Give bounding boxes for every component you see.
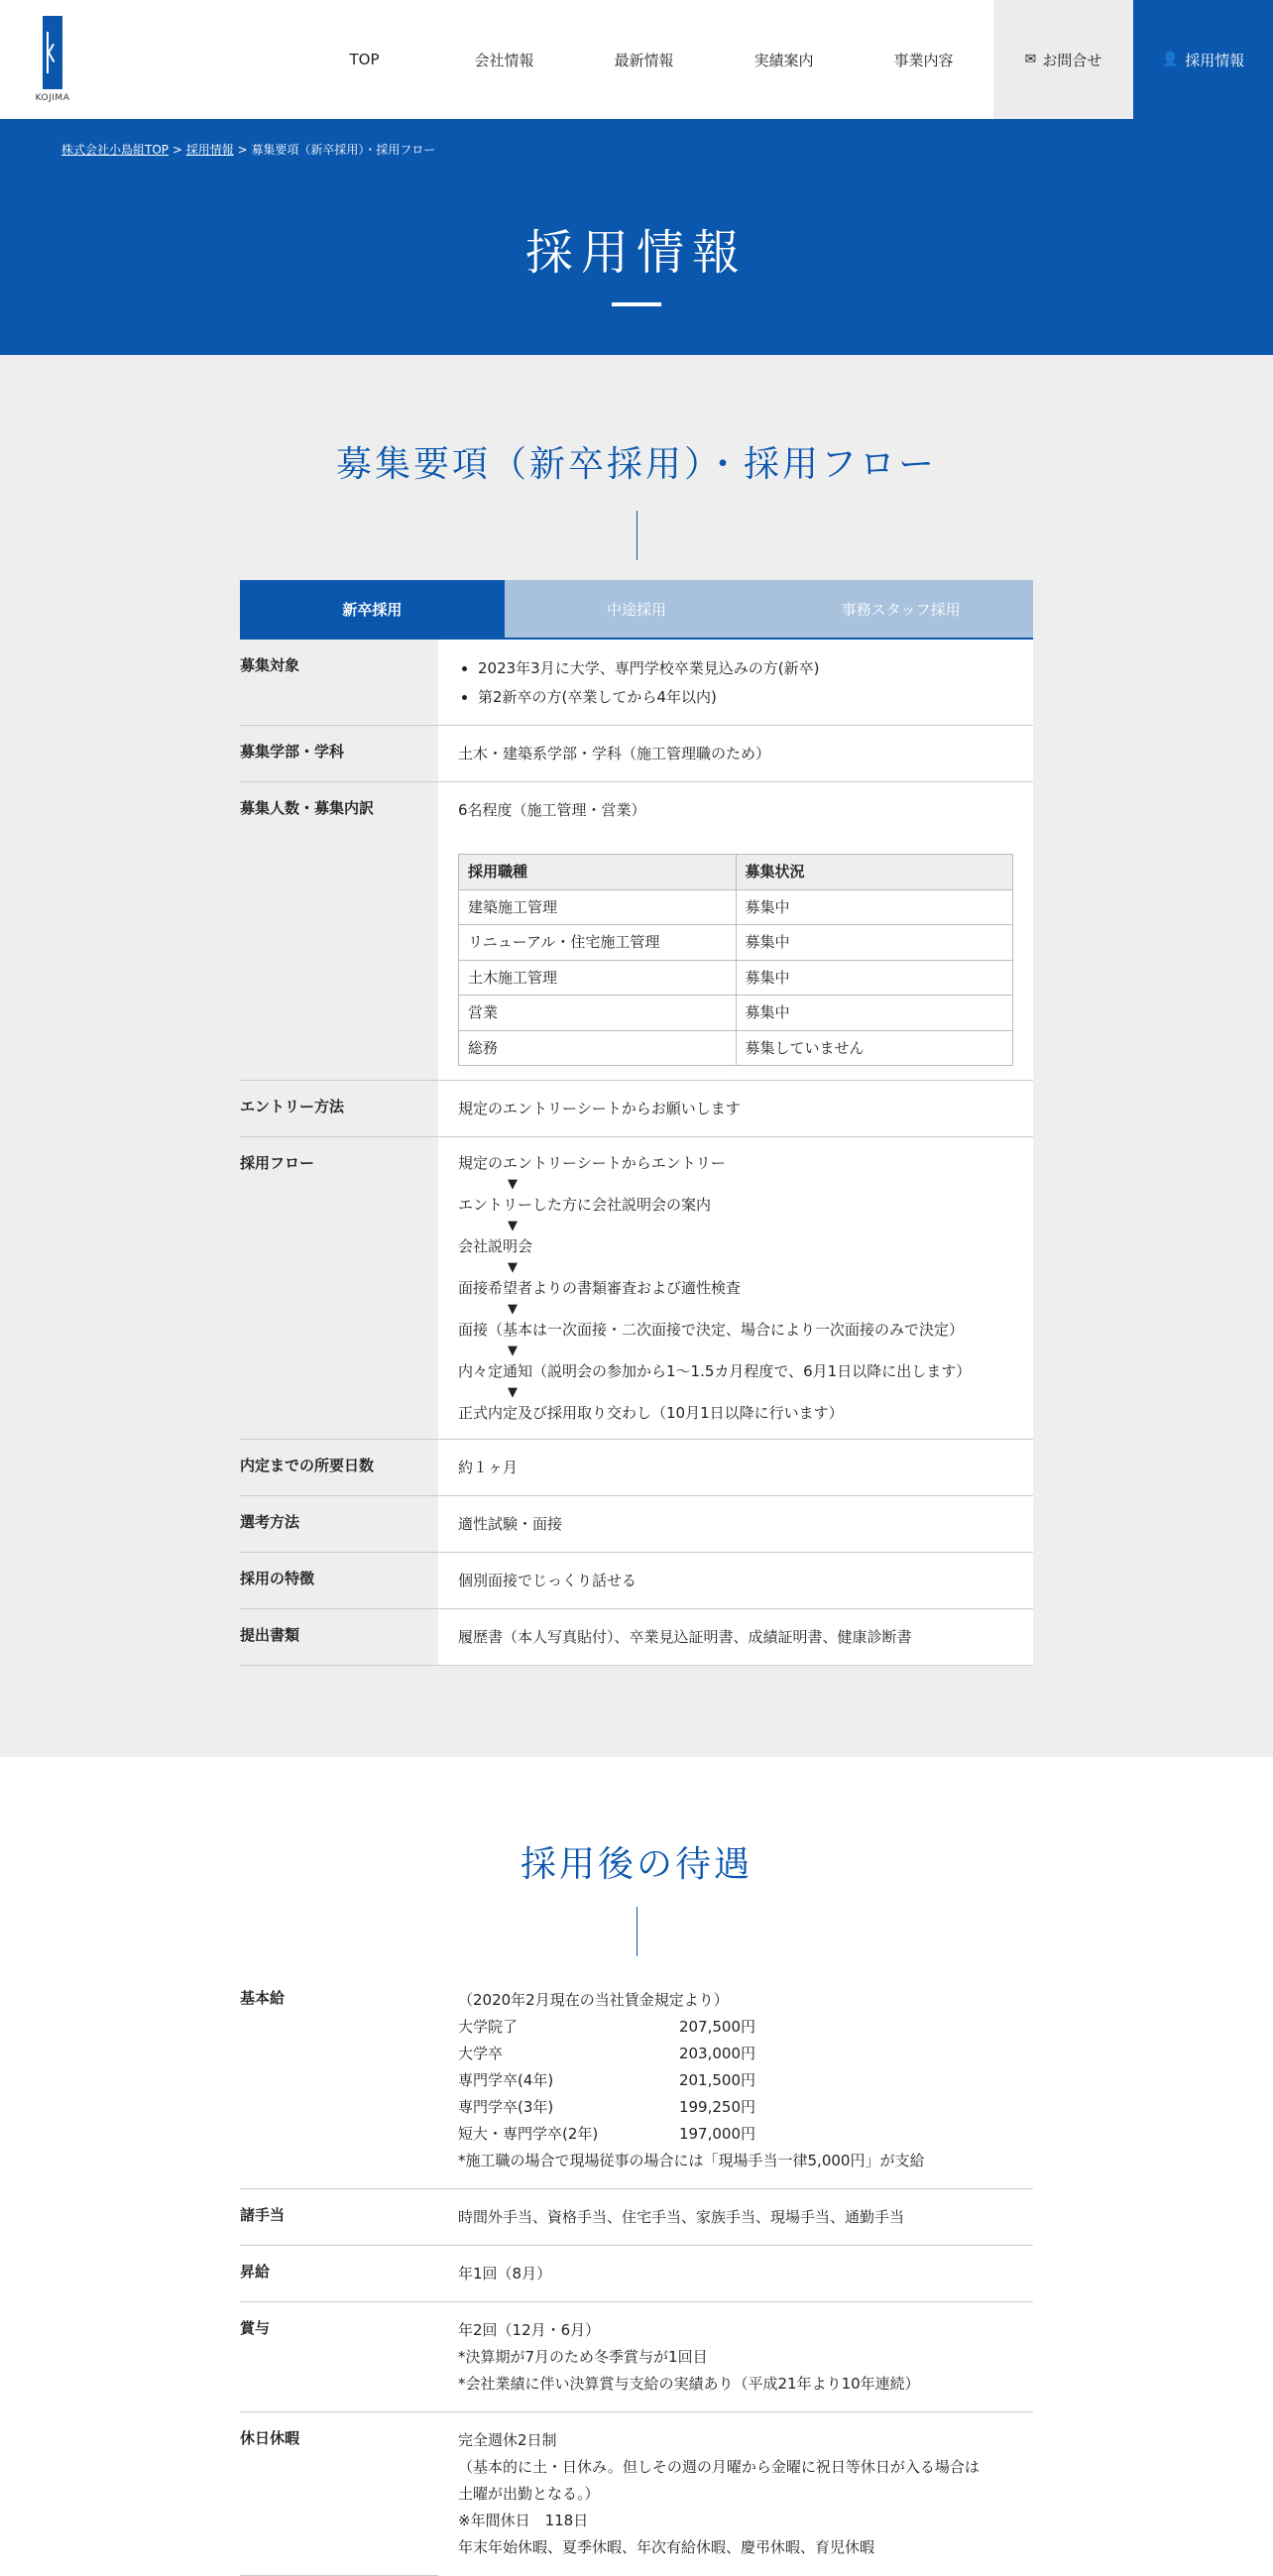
page-title: 採用情報: [524, 225, 748, 281]
salary-item: [458, 2094, 1013, 2121]
row-label: 募集人数・募集内訳: [240, 782, 438, 1081]
nav-works[interactable]: 実績案内: [753, 51, 814, 69]
salary-note: （2020年2月現在の当社賃金規定より）: [458, 1991, 729, 2009]
salary-item: [458, 2121, 1013, 2148]
user-icon: 👤: [1161, 52, 1180, 67]
table-row: [240, 1495, 1033, 1552]
holiday-line: 完全週休2日制: [458, 2431, 557, 2449]
table-row: [240, 2246, 1033, 2302]
nav-contact-label: お問合せ: [1042, 51, 1102, 69]
benefits-table: [240, 1972, 1033, 2576]
row-value: 適性試験・面接: [438, 1495, 1033, 1552]
table-row: [240, 782, 1033, 1081]
row-label: 昇給: [240, 2246, 438, 2302]
salary-name: 専門学卒(3年): [458, 2098, 554, 2116]
table-row: [240, 2302, 1033, 2412]
table-row: [459, 925, 1013, 961]
salary-item: [458, 2014, 1013, 2041]
status-cell: 募集中: [736, 960, 1012, 995]
salary-name: 大学院了: [458, 2018, 519, 2036]
position-cell: リニューアル・住宅施工管理: [459, 925, 737, 961]
position-cell: 土木施工管理: [459, 960, 737, 995]
main-nav: [294, 0, 1273, 119]
row-label: 募集対象: [240, 640, 438, 726]
salary-name: 短大・専門学卒(2年): [458, 2125, 599, 2143]
position-cell: 総務: [459, 1030, 737, 1066]
holiday-line: 土曜が出勤となる。）: [458, 2485, 600, 2503]
tab-office-staff[interactable]: 事務スタッフ採用: [768, 580, 1033, 638]
position-cell: 営業: [459, 995, 737, 1031]
row-label: 賞与: [240, 2302, 438, 2412]
row-label: 諸手当: [240, 2189, 438, 2246]
logo[interactable]: [0, 0, 105, 119]
row-value: [438, 782, 1033, 1081]
nav-business[interactable]: 事業内容: [893, 51, 954, 69]
salary-value: 207,500円: [678, 2018, 755, 2036]
site-header: [0, 0, 1273, 119]
recruit-tabs: [240, 580, 1033, 640]
bonus-line: *会社業績に伴い決算賞与支給の実績あり（平成21年より10年連続）: [458, 2375, 920, 2393]
table-row: [240, 1439, 1033, 1495]
down-arrow-icon: ▼: [508, 1301, 518, 1317]
row-value: 土木・建築系学部・学科（施工管理職のため）: [438, 726, 1033, 782]
row-value: 履歴書（本人写真貼付）、卒業見込証明書、成績証明書、健康診断書: [438, 1608, 1033, 1665]
breadcrumb: [61, 141, 435, 158]
table-row: [459, 889, 1013, 925]
section-title: 募集要項（新卒採用）・採用フロー: [335, 444, 937, 485]
tab-new-graduate[interactable]: 新卒採用: [240, 580, 505, 638]
row-value: 個別面接でじっくり話せる: [438, 1552, 1033, 1608]
count-value: 6名程度（施工管理・営業）: [458, 801, 646, 819]
table-row: [459, 1030, 1013, 1066]
column-header: 採用職種: [459, 855, 737, 890]
status-cell: 募集中: [736, 925, 1012, 961]
table-row: [240, 1972, 1033, 2189]
section-divider: [636, 511, 637, 560]
flow-step: 会社説明会: [458, 1237, 533, 1255]
row-label: 内定までの所要日数: [240, 1439, 438, 1495]
table-row: [240, 640, 1033, 726]
row-label: 選考方法: [240, 1495, 438, 1552]
mail-icon: ✉: [1024, 52, 1037, 67]
section-title: 採用後の待遇: [520, 1844, 752, 1885]
column-header: 募集状況: [736, 855, 1012, 890]
logo-text: KOJIMA: [35, 93, 70, 103]
nav-company[interactable]: 会社情報: [474, 51, 534, 69]
breadcrumb-current: 募集要項（新卒採用）・採用フロー: [251, 143, 436, 157]
row-value: [438, 2412, 1033, 2576]
list-item: • 第2新卒の方(卒業してから4年以内): [478, 683, 1013, 712]
table-row: [240, 1137, 1033, 1440]
holiday-line: （基本的に土・日休み。但しその週の月曜から金曜に祝日等休日が入る場合は: [458, 2458, 980, 2476]
status-cell: 募集していません: [736, 1030, 1012, 1066]
status-cell: 募集中: [736, 995, 1012, 1031]
salary-name: 専門学卒(4年): [458, 2071, 554, 2089]
row-label: エントリー方法: [240, 1081, 438, 1137]
flow-step: 正式内定及び採用取り交わし（10月1日以降に行います）: [458, 1404, 844, 1422]
down-arrow-icon: ▼: [508, 1384, 518, 1400]
table-row: [240, 726, 1033, 782]
position-cell: 建築施工管理: [459, 889, 737, 925]
holiday-line: ※年間休日 118日: [458, 2512, 589, 2529]
flow-step: 内々定通知（説明会の参加から1～1.5カ月程度で、6月1日以降に出します）: [458, 1362, 972, 1380]
row-value: [438, 1137, 1033, 1440]
recruitment-requirements-section: [0, 355, 1273, 1757]
salary-note: *施工職の場合で現場従事の場合には「現場手当一律5,000円」が支給: [458, 2152, 925, 2169]
down-arrow-icon: ▼: [508, 1176, 518, 1192]
breadcrumb-home-link[interactable]: 株式会社小島組TOP: [61, 143, 170, 157]
salary-value: 203,000円: [678, 2045, 755, 2062]
down-arrow-icon: ▼: [508, 1218, 518, 1233]
row-value: 規定のエントリーシートからお願いします: [438, 1081, 1033, 1137]
breadcrumb-separator: >: [169, 143, 186, 157]
row-value: 約１ヶ月: [438, 1439, 1033, 1495]
bonus-line: 年2回（12月・6月）: [458, 2321, 601, 2339]
row-value: [438, 2302, 1033, 2412]
list-item: • 2023年3月に大学、専門学校卒業見込みの方(新卒): [478, 654, 1013, 683]
table-row: [459, 995, 1013, 1031]
logo-mark-icon: [43, 16, 62, 89]
table-row: [240, 1552, 1033, 1608]
table-header-row: [459, 855, 1013, 890]
down-arrow-icon: ▼: [508, 1259, 518, 1275]
nav-contact[interactable]: [993, 0, 1133, 119]
holiday-line: 年末年始休暇、夏季休暇、年次有給休暇、慶弔休暇、育児休暇: [458, 2538, 875, 2556]
nav-recruit-label: 採用情報: [1185, 51, 1245, 69]
flow-step: エントリーした方に会社説明会の案内: [458, 1196, 712, 1214]
salary-item: [458, 2041, 1013, 2067]
tab-mid-career[interactable]: 中途採用: [505, 580, 769, 638]
row-label: 採用フロー: [240, 1137, 438, 1440]
salary-item: [458, 2067, 1013, 2094]
row-label: 基本給: [240, 1972, 438, 2189]
benefits-section: [0, 1757, 1273, 2556]
row-value: 時間外手当、資格手当、住宅手当、家族手当、現場手当、通勤手当: [438, 2189, 1033, 2246]
salary-value: 199,250円: [678, 2098, 755, 2116]
flow-step: 面接（基本は一次面接・二次面接で決定、場合により一次面接のみで決定）: [458, 1321, 965, 1339]
target-list: [458, 654, 1013, 711]
salary-value: 201,500円: [678, 2071, 755, 2089]
breadcrumb-separator: >: [233, 143, 252, 157]
row-label: 採用の特徴: [240, 1552, 438, 1608]
breadcrumb-recruit-link[interactable]: 採用情報: [185, 143, 234, 157]
page-hero: [0, 119, 1273, 355]
nav-recruit[interactable]: [1133, 0, 1273, 119]
row-value: 年1回（8月）: [438, 2246, 1033, 2302]
status-cell: 募集中: [736, 889, 1012, 925]
row-label: 募集学部・学科: [240, 726, 438, 782]
salary-name: 大学卒: [458, 2045, 504, 2062]
title-underline: [612, 302, 661, 306]
position-status-table: [458, 854, 1013, 1066]
table-row: [240, 1608, 1033, 1665]
flow-step: 面接希望者よりの書類審査および適性検査: [458, 1279, 742, 1297]
row-value: [438, 1972, 1033, 2189]
table-row: [240, 2412, 1033, 2576]
salary-value: 197,000円: [678, 2125, 755, 2143]
flow-step: 規定のエントリーシートからエントリー: [458, 1154, 726, 1172]
row-value: [438, 640, 1033, 726]
row-label: 休日休暇: [240, 2412, 438, 2576]
down-arrow-icon: ▼: [508, 1343, 518, 1358]
nav-news[interactable]: 最新情報: [614, 51, 674, 69]
table-row: [240, 1081, 1033, 1137]
table-row: [240, 2189, 1033, 2246]
nav-top[interactable]: TOP: [349, 51, 380, 68]
requirements-table: [240, 640, 1033, 1666]
table-row: [459, 960, 1013, 995]
section-divider: [636, 1907, 637, 1956]
row-label: 提出書類: [240, 1608, 438, 1665]
bonus-line: *決算期が7月のため冬季賞与が1回目: [458, 2348, 708, 2366]
